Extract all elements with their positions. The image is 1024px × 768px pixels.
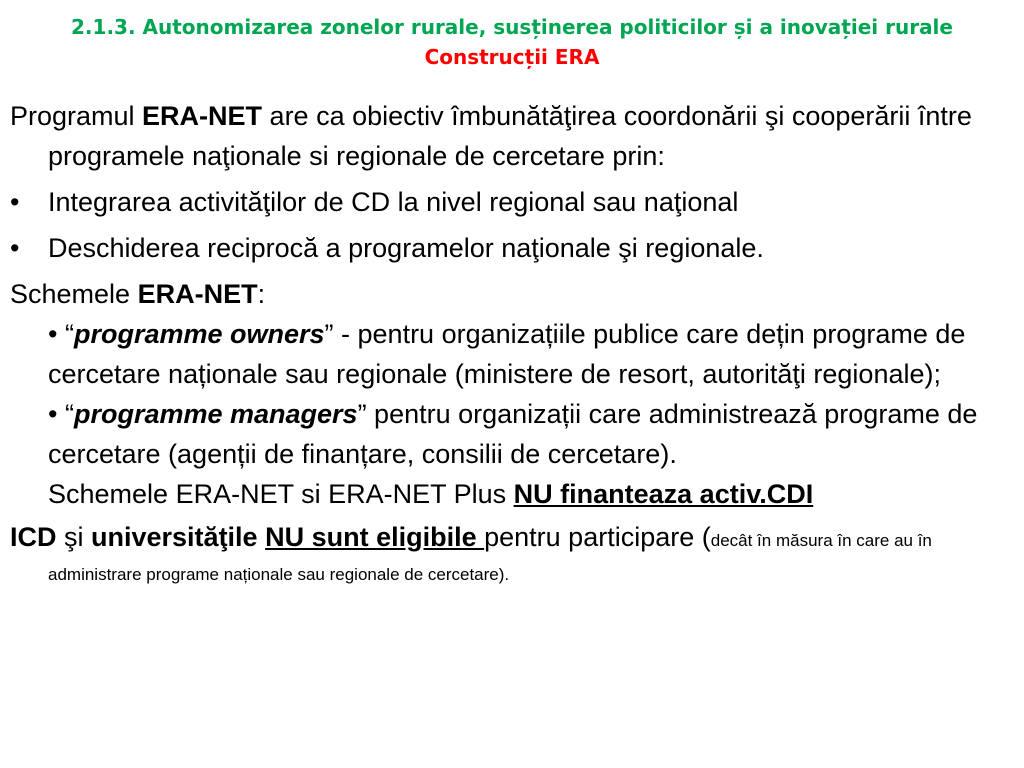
schemes-bold: ERA-NET (137, 279, 258, 309)
schemes-prefix: Schemele (10, 279, 138, 309)
owners-term: programme owners (73, 319, 325, 349)
funding-note (10, 474, 1015, 514)
space (258, 522, 266, 552)
owners-lead: • “ (48, 319, 74, 349)
exception-note: decât în măsura în care au în administrare programe naționale sau regionale de cercetare). (48, 531, 932, 584)
univ-label: universităţile (91, 522, 258, 552)
title-line-1: 2.1.3. Autonomizarea zonelor rurale, susținerea politicilor și a inovației rurale (71, 15, 953, 39)
icd-label: ICD (10, 522, 57, 552)
managers-term: programme managers (73, 399, 358, 429)
and-text: şi (56, 522, 92, 552)
bullet-symbol: • (10, 233, 20, 263)
slide-body (10, 96, 1015, 615)
title-line-2: Construcții ERA (424, 45, 600, 69)
bullet-item (10, 182, 1015, 222)
intro-bold: ERA-NET (142, 101, 263, 131)
bullet-item (10, 228, 1015, 268)
managers-rest: ” pentru organizații care administrează programe de cercetare (agenții de finanțare, consilii de cercetare). (48, 399, 978, 469)
schemes-heading (10, 274, 1015, 314)
note-text: Schemele ERA-NET si ERA-NET Plus (48, 479, 514, 509)
intro-rest: are ca obiectiv îmbunătăţirea coordonării şi cooperării între programele naţionale si regionale de cercetare prin: (48, 101, 972, 171)
note-underlined: NU finanteaza activ.CDI (513, 479, 814, 509)
participation-text: pentru participare ( (484, 522, 711, 552)
intro-paragraph (10, 96, 1015, 176)
intro-prefix: Programul (10, 101, 143, 131)
managers-lead: • “ (48, 399, 74, 429)
bullet-text: Integrarea activităţilor de CD la nivel regional sau naţional (48, 187, 739, 217)
bullet-text: Deschiderea reciprocă a programelor naţionale şi regionale. (48, 233, 764, 263)
owners-rest: ” - pentru organizațiile publice care dețin programe de cercetare naționale sau regionale (ministere de resort, autorităţi regionale); (48, 319, 966, 389)
bullet-symbol: • (10, 187, 20, 217)
eligibility-paragraph (10, 520, 1015, 588)
managers-item (10, 394, 1015, 474)
slide-title (0, 12, 1024, 72)
schemes-suffix: : (257, 279, 266, 309)
owners-item (10, 314, 1015, 394)
not-eligible-text: NU sunt eligibile (265, 522, 485, 552)
